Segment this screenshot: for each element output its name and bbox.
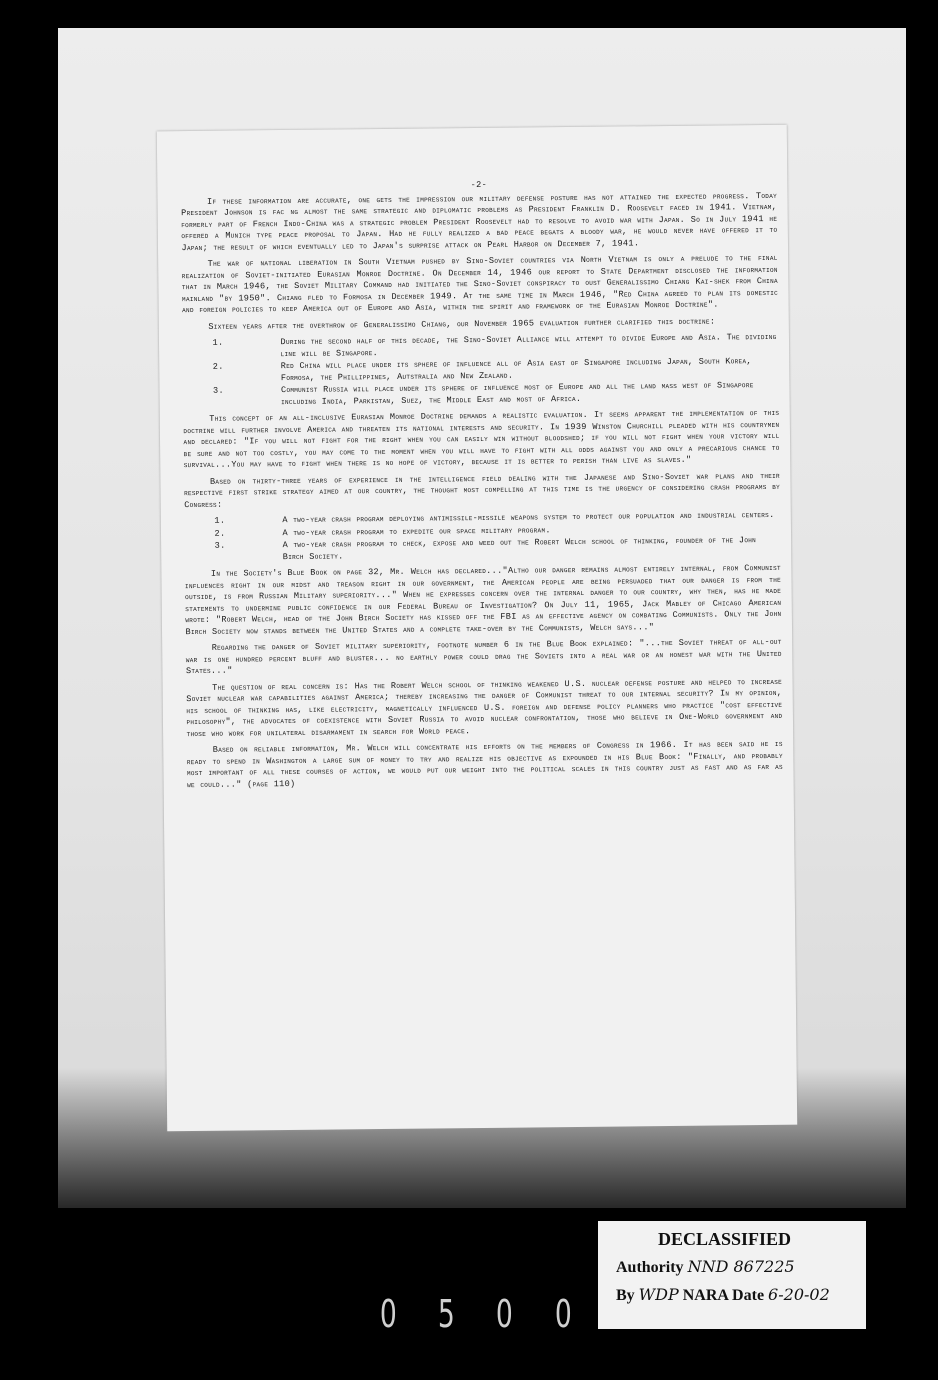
- stamp-date-value: 6-20-02: [768, 1285, 830, 1304]
- document-text: [181, 177, 783, 796]
- list-number: 3.: [212, 385, 224, 396]
- paragraph: This concept of an all-inclusive Eurasian Monroe Doctrine demands a realistic evaluation. It seems apparent the implementation of this doctrine will further involve America and threaten its national interests and security. In 1939 Winston Churchill pleaded with his countrymen and declared: "If you will not fight for the right when you can easily win without bloodshed; if you will not fight when your victory will be sure and not too costly, you may come to the moment when you will have to fight with all odds against you and only a precarious chance to survival...You may have to fight when there is no hope of victory, because it is better to perish than live as slaves.": [183, 407, 780, 471]
- paragraph: Based on reliable information, Mr. Welch will concentrate his efforts on the members of Congress in 1966. It has been said he is ready to spend in Washington a large sum of money to try and realize his objective as expounded in his Blue Book: "Finally, and probably most important of all these courses of action, we would put our weight into the political scales in this country just as fast and as far as we could..." (page 110): [186, 738, 784, 790]
- stamp-by-value: WDP: [638, 1285, 679, 1304]
- frame-number: [376, 1292, 577, 1336]
- paragraph: Sixteen years after the overthrow of Generalissimo Chiang, our November 1965 evaluation further clarified this doctrine:: [208, 316, 716, 332]
- list-text: During the second half of this decade, the Sino-Soviet Alliance will attempt to divide Europe and Asia. The dividing line will be Singapore.: [280, 331, 777, 359]
- frame-digit: 5: [438, 1292, 457, 1336]
- list-item: [185, 535, 781, 564]
- list-text: A two-year crash program to expedite our space military program.: [282, 524, 551, 538]
- stamp-authority-line: [616, 1257, 795, 1277]
- stamp-by-line: [616, 1285, 830, 1305]
- paragraph: Based on thirty-three years of experience in the intelligence field dealing with the Japanese and Sino-Soviet war plans and their respective first strike strategy aimed at our country, the thought most compelling at this time is the urgency of considering crash programs by Congress:: [184, 470, 781, 510]
- list-number: 1.: [212, 337, 224, 348]
- list-text: Communist Russia will place under its sphere of influence most of Europe and all the land mass west of Singapore including India, Parkistan, Suez, the Middle East and most of Africa.: [280, 380, 754, 407]
- frame-digit: 0: [496, 1292, 515, 1336]
- stamp-by-label: By: [616, 1287, 635, 1304]
- list-text: A two-year crash program deploying antimissile-missile weapons system to protect our population and industrial centers.: [282, 509, 775, 526]
- list-number: 2.: [214, 528, 226, 539]
- frame-digit: 0: [554, 1292, 573, 1336]
- stamp-title: DECLASSIFIED: [658, 1229, 792, 1249]
- list-number: 1.: [214, 515, 226, 526]
- frame-digit: 0: [379, 1292, 399, 1336]
- paragraph: In the Society's Blue Book on page 32, Mr. Welch has declared..."Altho our danger remains almost entirely internal, from Communist influences right in our midst and treason right in our government, the American people are being persuaded that our danger is from the outside, is from Russian Military superiority..." When he expresses concern over the internal danger to our country, why then, has he made statements to undermine public confidence in our Federal Bureau of Investigation? On July 11, 1965, Jack Mabley of Chicago American wrote: "Robert Welch, head of the John Birch Society has kissed off the FBI as an effective agency on combating Communists. Only the John Birch Society now stands between the United States and a complete take-over by the Communists, Welch says...": [184, 562, 782, 637]
- paragraph: The question of real concern is: Has the Robert Welch school of thinking weakened U.S. nuclear defense posture and helped to increase Soviet nuclear war capabilities against America; thereby increasing the danger of Communist threat to our internal security? In my opinion, his school of thinking has, like electricity, magnetically influenced U.S. foreign and defense policy planners who practice "cost effective philosophy", the advocates of coexistence with Soviet Russia to avoid nuclear confrontation, those who believe in One-World government and those who work for unilateral disarmament in search for World peace.: [186, 676, 783, 739]
- page-number: -2-: [470, 179, 488, 191]
- stamp-authority-value: NND 867225: [687, 1257, 795, 1276]
- list-number: 3.: [214, 540, 226, 551]
- paragraph: Regarding the danger of Soviet military superiority, footnote number 6 in the Blue Book explained: "...the Soviet threat of all-out war is one hundred percent bluff and bluster... no earthly power could drag the Soviets into a real war or an honest war with the United States...": [185, 636, 782, 677]
- stamp-nara-label: NARA Date: [682, 1287, 765, 1304]
- doctrine-list: [182, 332, 779, 409]
- paragraph: The war of national liberation in South Vietnam pushed by Sino-Soviet countries via North Vietnam is only a prelude to the final realization of Soviet-initiated Eurasian Monroe Doctrine. On December 14, 1946 our report to State Department disclosed the information that in March 1946, the Soviet Military Command had initiated the Sino-Soviet conspiracy to oust Generalissimo Chiang Kai-shek from China mainland "by 1950". Chiang fled to Formosa in December 1949. At the same time in March 1946, "Red China agreed to plan its domestic and foreign policies to keep America out of Europe and Asia, within the spirit and framework of the Eurasian Monroe Doctrine".: [181, 252, 779, 316]
- list-text: A two-year crash program to check, expose and weed out the Robert Welch school of thinking, founder of the John Birch Society.: [282, 535, 757, 562]
- paragraph: If these information are accurate, one gets the impression our military defense posture has not attained the expected progress. Today President Johnson is fac ng almost the same strategic and diplomatic problems as President Franklin D. Roosevelt faced in 1941. Vietnam, formerly part of French Indo-China was a strategic problem President Roosevelt had to resolve to avoid war with Japan. So in July 1941 he offered a Munich type peace proposal to Japan. Had he fully realized a bad peace begats a bloody war, he would never have offered it to Japan; the result of which eventually led to Japan's surprise attack on Pearl Harbor on December 7, 1941.: [181, 190, 778, 253]
- list-number: 2.: [212, 361, 224, 372]
- list-text: Red China will place under its sphere of influence all of Asia east of Singapore including Japan, South Korea, Formosa, the Phillippines, Autstralia and New Zealand.: [280, 356, 752, 383]
- list-item: [183, 380, 779, 409]
- declassified-stamp: [598, 1221, 866, 1329]
- crash-program-list: [184, 510, 780, 564]
- stamp-authority-label: Authority: [616, 1259, 684, 1276]
